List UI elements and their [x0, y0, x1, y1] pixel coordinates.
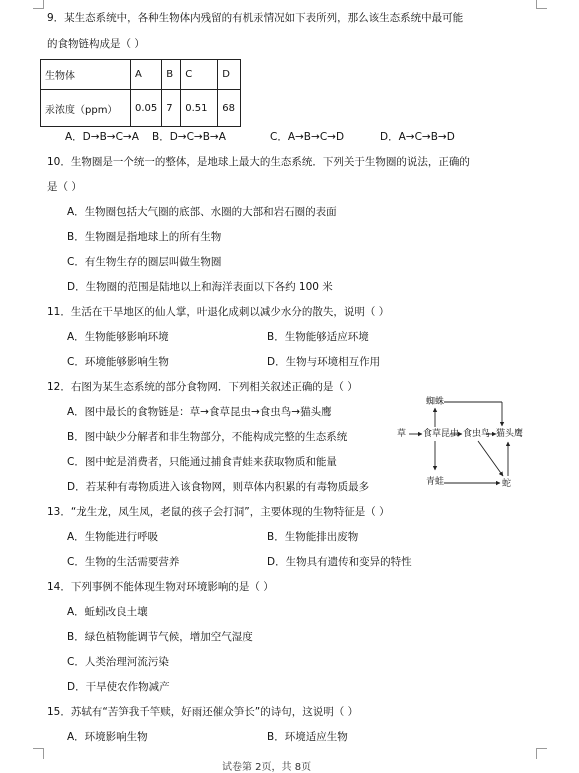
- q13-option-c: C．生物的生活需要营养: [67, 556, 180, 568]
- q11-option-b: B．生物能够适应环境: [267, 331, 369, 343]
- node-owl: 猫头鹰: [496, 429, 524, 439]
- q12-stem: 12．右图为某生态系统的部分食物网．下列相关叙述正确的是（ ）: [47, 381, 358, 393]
- node-grass: 草: [397, 429, 407, 439]
- arrow-bird-snake: [478, 441, 503, 476]
- table-row: [41, 90, 241, 127]
- q11-option-a: A．生物能够影响环境: [67, 331, 169, 343]
- q13-option-a: A．生物能进行呼吸: [67, 531, 159, 543]
- crop-mark-bottom-right: [536, 748, 547, 759]
- q9-option-a: A．D→B→C→A: [65, 131, 139, 143]
- q15-option-b: B．环境适应生物: [267, 731, 348, 743]
- q9-stem-line2: 的食物链构成是（ ）: [47, 38, 145, 50]
- q10-option-a: A．生物圈包括大气圈的底部、水圈的大部和岩石圈的表面: [67, 206, 337, 218]
- q12-option-d: D．若某种有毒物质进入该食物网，则草体内积累的有毒物质最多: [67, 481, 370, 493]
- q12-option-a: A．图中最长的食物链是：草→食草昆虫→食虫鸟→猫头鹰: [67, 406, 332, 418]
- table-cell: B: [162, 60, 181, 90]
- table-cell: A: [131, 60, 162, 90]
- table-cell: 7: [162, 90, 181, 127]
- q11-option-d: D．生物与环境相互作用: [267, 356, 381, 368]
- q14-option-a: A．蚯蚓改良土壤: [67, 606, 148, 618]
- q14-stem: 14．下列事例不能体现生物对环境影响的是（ ）: [47, 581, 274, 593]
- q10-stem-line2: 是（ ）: [47, 181, 82, 193]
- q9-option-d: D．A→C→B→D: [380, 131, 455, 143]
- table-cell: C: [181, 60, 218, 90]
- q11-option-c: C．环境能够影响生物: [67, 356, 169, 368]
- page-footer: 试卷第 2页，共 8页: [222, 762, 312, 773]
- table-cell: 0.05: [131, 90, 162, 127]
- q12-option-c: C．图中蛇是消费者，只能通过捕食青蛙来获取物质和能量: [67, 456, 337, 468]
- q11-stem: 11．生活在干旱地区的仙人掌，叶退化成刺以减少水分的散失，说明（ ）: [47, 306, 390, 318]
- table-cell: 生物体: [41, 60, 131, 90]
- q10-option-c: C．有生物生存的圈层叫做生物圈: [67, 256, 222, 268]
- q10-option-b: B．生物圈是指地球上的所有生物: [67, 231, 222, 243]
- q10-option-d: D．生物圈的范围是陆地以上和海洋表面以下各约 100 米: [67, 281, 333, 293]
- crop-mark-top-right: [536, 0, 547, 9]
- q14-option-d: D．干旱使农作物减产: [67, 681, 170, 693]
- node-snake: 蛇: [502, 479, 512, 489]
- food-web-diagram: [392, 390, 532, 495]
- q9-option-b: B．D→C→B→A: [152, 131, 226, 143]
- q13-option-d: D．生物具有遗传和变异的特性: [267, 556, 412, 568]
- node-spider: 蜘蛛: [426, 397, 445, 407]
- q10-stem-line1: 10．生物圈是一个统一的整体，是地球上最大的生态系统．下列关于生物圈的说法，正确的: [47, 156, 470, 168]
- q13-stem: 13．“龙生龙，凤生凤，老鼠的孩子会打洞”，主要体现的生物特征是（ ）: [47, 506, 390, 518]
- q13-option-b: B．生物能排出废物: [267, 531, 359, 543]
- table-cell: 68: [218, 90, 241, 127]
- table-row: [41, 60, 241, 90]
- crop-mark-bottom-left: [33, 748, 44, 759]
- q9-stem-line1: 9．某生态系统中，各种生物体内残留的有机汞情况如下表所列，那么该生态系统中最可能: [47, 12, 464, 24]
- table-cell: D: [218, 60, 241, 90]
- q14-option-c: C．人类治理河流污染: [67, 656, 169, 668]
- q15-stem: 15．苏轼有“苦笋我千竿赎，好雨还催众笋长”的诗句，这说明（ ）: [47, 706, 359, 718]
- node-bird: 食虫鸟: [463, 429, 491, 439]
- q14-option-b: B．绿色植物能调节气候，增加空气湿度: [67, 631, 253, 643]
- mercury-table: [40, 59, 241, 127]
- q9-option-c: C．A→B→C→D: [270, 131, 345, 143]
- q15-option-a: A．环境影响生物: [67, 731, 148, 743]
- node-insect: 食草昆虫: [423, 429, 460, 439]
- node-frog: 青蛙: [426, 477, 445, 487]
- table-cell: 0.51: [181, 90, 218, 127]
- table-cell: 汞浓度（ppm）: [41, 90, 131, 127]
- crop-mark-top-left: [33, 0, 44, 9]
- q12-option-b: B．图中缺少分解者和非生物部分，不能构成完整的生态系统: [67, 431, 348, 443]
